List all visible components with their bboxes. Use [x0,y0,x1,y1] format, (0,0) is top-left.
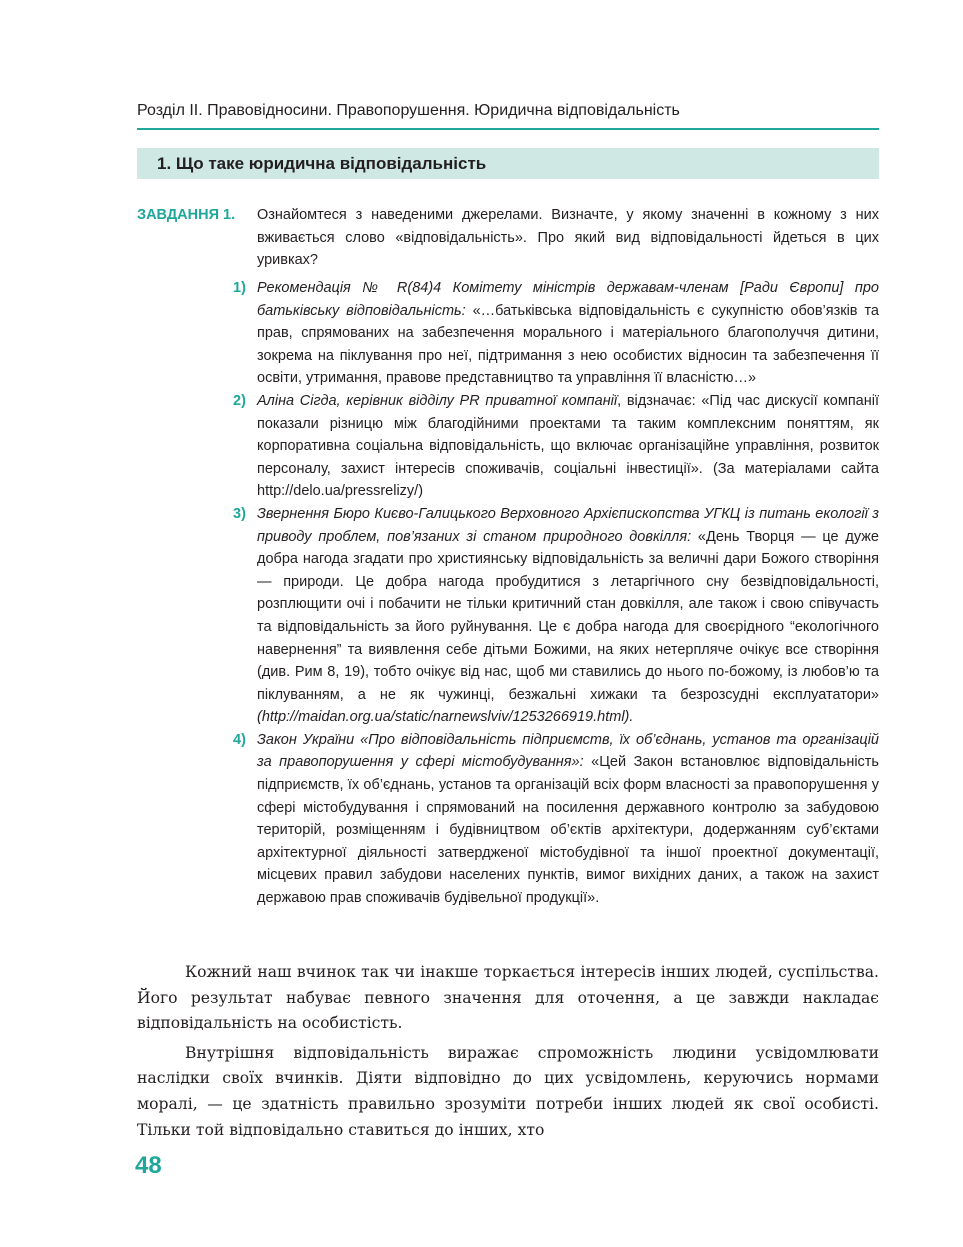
source-number: 3) [233,505,246,522]
task-instruction [257,204,879,272]
body-paragraph: Внутрішня відповідальність виражає спроможність людини усвідомлювати наслідки своїх вчинків. Діяти відповідно до цих усвідомлень, керуючись нормами моралі, — це здатність правильно зрозуміти потреби інших людей як свої особисті. Тільки той відповідально ставиться до інших, хто [137,1043,879,1139]
source-lead: Закон України «Про відповідальність підприємств, їх об’єднань, установ та організацій за правопорушення у сфері містобудування»: [257,731,879,771]
source-lead: Звернення Бюро Києво-Галицького Верховного Архієпископства УГКЦ із питань екології з приводу проблем, пов’язаних зі станом природного довкілля: [257,505,879,545]
source-text: «…батьківська відповідальність є сукупністю обов’язків та прав, спрямованих на забезпечення морального і матеріального благополуччя дитини, зокрема на піклування про неї, підтримання з нею особистих відносин та забезпечення її освіти, утримання, правове представництво та управління її власністю…» [257,302,879,387]
page-number: 48 [135,1152,162,1179]
source-tail: (http://maidan.org.ua/static/narnewslviv/1253266919.html). [257,709,634,726]
task-text: Ознайомтеся з наведеними джерелами. Визначте, у якому значенні в кожному з них вживається слово «відповідальність». Про який вид відповідальності йдеться в цих уривках? [257,207,879,269]
source-text: «Цей Закон встановлює відповідальність підприємств, їх об’єднань, установ та організацій всіх форм власності за правопорушення у сфері містобудування і спрямований на посилення державного контролю за забудовою територій, розміщенням і будівництвом об’єктів архітектури, додержанням суб’єктами архітектурної діяльності затвердженої містобудівної та іншої проектної документації, місцевих правил забудови населених пунктів, вимог вихідних даних, а також на захист державою прав споживачів будівельної продукції». [257,754,879,907]
source-item-3 [233,503,879,729]
task-label: ЗАВДАННЯ 1. [137,207,236,223]
source-number: 2) [233,392,246,409]
source-number: 4) [233,731,246,748]
header-rule [137,128,879,130]
source-list [233,277,879,910]
source-item-2 [233,390,879,503]
body-text [137,960,879,1143]
section-heading-bar [137,148,879,179]
section-title: 1. Що таке юридична відповідальність [157,154,487,173]
source-item-4 [233,729,879,910]
source-text: , відзначає: «Під час дискусії компанії показали різницю між благодійними проектами та таким комплексним поняттям, як корпоративна соціальна відповідальність, що включає організаційне управління, розвиток персоналу, захист інтересів споживачів, соціальні інвестиції». (За матеріалами сайта http://delo.ua/pressrelizy/) [257,392,879,500]
source-number: 1) [233,280,246,296]
body-paragraph: Кожний наш вчинок так чи інакше торкається інтересів інших людей, суспільства. Його результат набуває певного значення для оточення, а це завжди накладає відповідальність на особистість. [137,963,879,1033]
running-head: Розділ ІІ. Правовідносини. Правопорушення. Юридична відповідальність [137,102,680,119]
source-text: «День Творця — це дуже добра нагода згадати про християнську відповідальність за величні дари Божого створіння — природи. Це добра нагода пробудитися з летаргічного сну безвідповідальності, розплющити очі і побачити не тільки критичний стан довкілля, але також і свою співучасть та відповідальність за його руйнування. Це є добра нагода для своєрідного “екологічного навернення” та виявлення себе дітьми Божими, на яких нетерпляче очікує все створіння (див. Рим 8, 19), тобто очікує від нас, щоб ми ставились до нього по-божому, із любов’ю та піклуванням, а не як чужинці, безжальні хижаки та безрозсудні експлуататори» [257,528,879,703]
source-lead: Аліна Сігда, керівник відділу PR приватної компанії [257,392,618,409]
source-lead: Рекомендація № R(84)4 Комітету міністрів державам-членам [Ради Європи] про батьківську відповідальність: [257,280,879,319]
source-item-1 [233,277,879,390]
